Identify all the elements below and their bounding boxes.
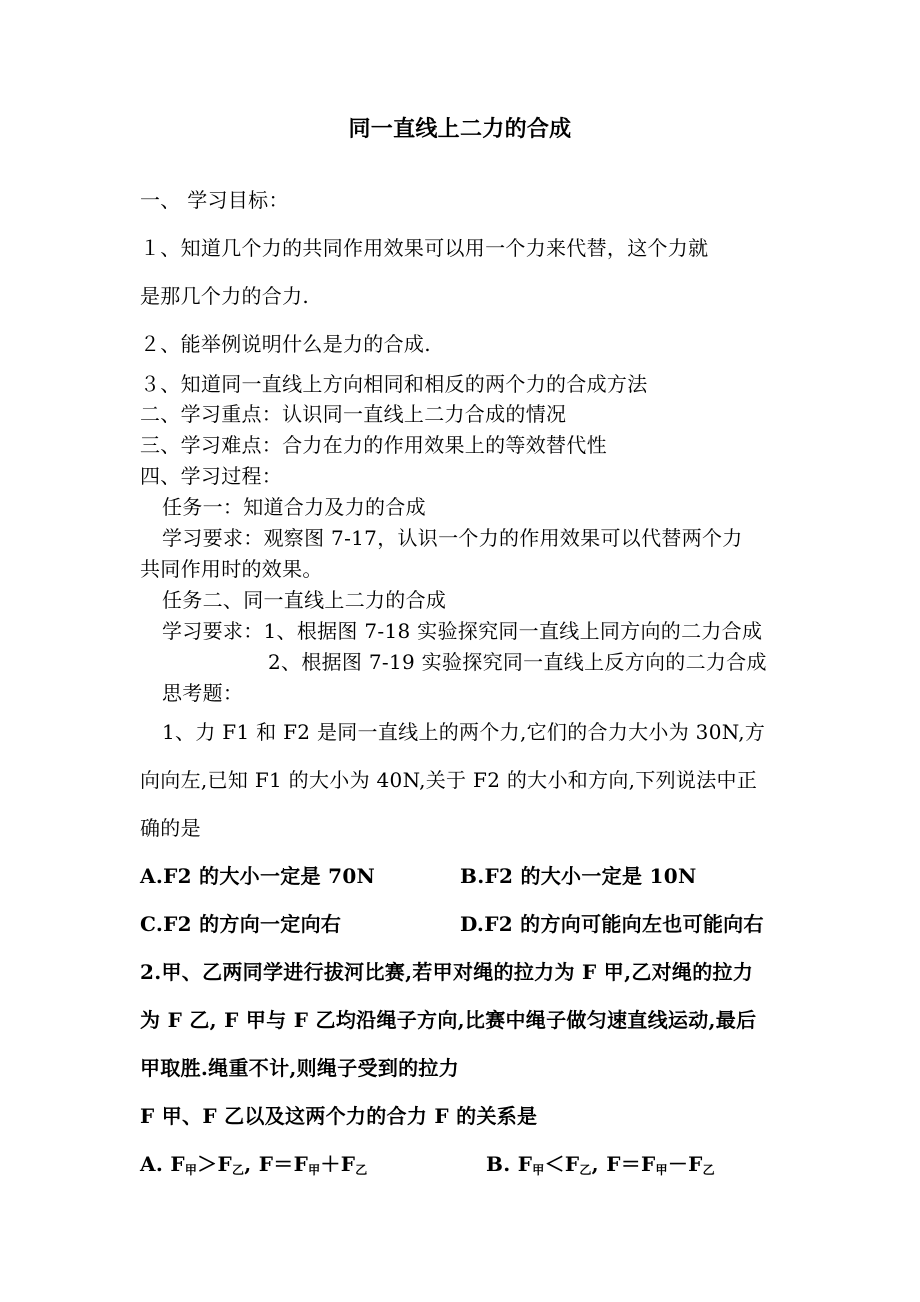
goals-heading: 一、 学习目标：: [140, 188, 289, 212]
option-b-subscript: 甲: [655, 1163, 668, 1177]
question-2-option-b: [486, 1151, 715, 1180]
question-1-option-row-1: [140, 863, 697, 889]
goal-3: ３、知道同一直线上方向相同和相反的两个力的合成方法: [140, 372, 648, 396]
question-1-option-b: B.F2 的大小一定是 10N: [460, 864, 697, 888]
task-1-requirement-b: 共同作用时的效果。: [140, 557, 323, 581]
option-a-part: ＞F: [197, 1152, 232, 1176]
option-b-part: －F: [667, 1152, 703, 1176]
option-b-subscript: 乙: [579, 1163, 592, 1177]
option-a-part: A. F: [140, 1152, 185, 1176]
option-a-subscript: 乙: [231, 1163, 245, 1177]
question-1-option-d: D.F2 的方向可能向左也可能向右: [460, 912, 764, 936]
question-2-line-c: 甲取胜.绳重不计,则绳子受到的拉力: [140, 1056, 460, 1080]
question-2-line-b: 为 F 乙, F 甲与 F 乙均沿绳子方向,比赛中绳子做匀速直线运动,最后: [140, 1008, 757, 1032]
task-2-heading: 任务二、同一直线上二力的合成: [162, 588, 447, 612]
page-title: 同一直线上二力的合成: [348, 116, 572, 142]
question-1-line-b: 向向左,已知 F1 的大小为 40N,关于 F2 的大小和方向,下列说法中正: [140, 768, 758, 792]
question-1-line-a: 1、力 F1 和 F2 是同一直线上的两个力,它们的合力大小为 30N,方: [162, 720, 766, 744]
question-1-option-a: A.F2 的大小一定是 70N: [140, 864, 376, 888]
option-a-part: , F＝F: [244, 1152, 309, 1176]
option-b-subscript: 乙: [702, 1163, 715, 1177]
task-2-requirement-2: 2、根据图 7-19 实验探究同一直线上反方向的二力合成: [268, 650, 767, 674]
goal-1-line-b: 是那几个力的合力.: [140, 284, 310, 308]
process-heading: 四、学习过程：: [140, 464, 283, 488]
option-b-part: , F＝F: [591, 1152, 656, 1176]
option-a-subscript: 甲: [184, 1163, 198, 1177]
option-a-part: ＋F: [320, 1152, 356, 1176]
question-2-option-a: [140, 1152, 368, 1176]
question-2-option-row: [140, 1151, 715, 1180]
key-point: 二、学习重点：认识同一直线上二力合成的情况: [140, 402, 567, 426]
option-b-subscript: 甲: [532, 1163, 545, 1177]
option-a-subscript: 乙: [355, 1163, 368, 1177]
goal-1-line-a: １、知道几个力的共同作用效果可以用一个力来代替，这个力就: [140, 236, 709, 260]
option-b-part: ＜F: [544, 1152, 580, 1176]
question-2-line-a: 2.甲、乙两同学进行拔河比赛,若甲对绳的拉力为 F 甲,乙对绳的拉力: [140, 960, 754, 984]
option-a-subscript: 甲: [308, 1163, 321, 1177]
question-2-line-d: F 甲、F 乙以及这两个力的合力 F 的关系是: [140, 1104, 538, 1128]
question-1-line-c: 确的是: [140, 816, 201, 840]
question-1-option-c: C.F2 的方向一定向右: [140, 912, 342, 936]
goal-2: ２、能举例说明什么是力的合成.: [140, 332, 431, 356]
task-1-heading: 任务一：知道合力及力的合成: [162, 495, 426, 519]
task-1-requirement-a: 学习要求：观察图 7-17，认识一个力的作用效果可以代替两个力: [162, 526, 743, 550]
think-heading: 思考题：: [162, 681, 244, 705]
question-1-option-row-2: [140, 911, 764, 937]
task-2-requirement-1: 学习要求：1、根据图 7-18 实验探究同一直线上同方向的二力合成: [162, 619, 763, 643]
difficulty: 三、学习难点：合力在力的作用效果上的等效替代性: [140, 433, 607, 457]
option-b-part: B. F: [486, 1152, 533, 1176]
